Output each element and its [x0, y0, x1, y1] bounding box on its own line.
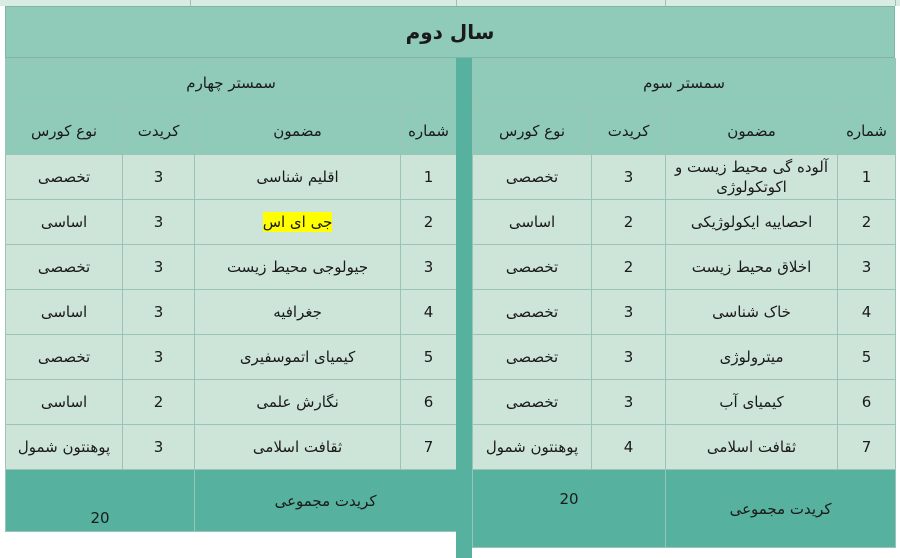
row-credit: 3 [592, 155, 666, 200]
table-row [6, 155, 457, 200]
row-credit: 4 [592, 425, 666, 470]
row-credit: 3 [123, 200, 195, 245]
row-number: 1 [401, 155, 457, 200]
row-number: 6 [401, 380, 457, 425]
row-course-type: اساسی [6, 290, 123, 335]
row-subject: کیمیای اتموسفیری [195, 335, 401, 380]
row-number: 7 [401, 425, 457, 470]
total-credit-label: کریدت مجموعی [666, 470, 896, 548]
row-subject: احصاییه ایکولوژیکی [666, 200, 838, 245]
row-credit: 2 [592, 200, 666, 245]
row-number: 5 [838, 335, 896, 380]
row-subject: کیمیای آب [666, 380, 838, 425]
column-gap [456, 58, 472, 558]
row-credit: 3 [592, 290, 666, 335]
row-subject: میترولوژی [666, 335, 838, 380]
total-credit-value: 20 [473, 470, 666, 548]
table-row [473, 425, 896, 470]
row-number: 4 [401, 290, 457, 335]
table-row [473, 245, 896, 290]
row-course-type: اساسی [6, 200, 123, 245]
row-subject: جیولوجی محیط زیست [195, 245, 401, 290]
header-credit: کریدت [123, 107, 195, 155]
row-credit: 2 [123, 380, 195, 425]
row-subject: آلوده گی محیط زیست و اکوتکولوژی [666, 155, 838, 200]
header-number: شماره [401, 107, 457, 155]
table-row [473, 290, 896, 335]
row-credit: 2 [592, 245, 666, 290]
header-subject: مضمون [666, 107, 838, 155]
row-subject: خاک شناسی [666, 290, 838, 335]
year-title: سال دوم [5, 6, 895, 58]
table-row [473, 155, 896, 200]
row-credit: 3 [123, 335, 195, 380]
row-credit: 3 [123, 155, 195, 200]
row-number: 6 [838, 380, 896, 425]
table-row [473, 335, 896, 380]
table-row [6, 425, 457, 470]
row-subject: ثقافت اسلامی [195, 425, 401, 470]
row-course-type: تخصصی [473, 155, 592, 200]
row-course-type: اساسی [6, 380, 123, 425]
row-course-type: پوهنتون شمول [6, 425, 123, 470]
semester-table-fourth [5, 58, 457, 532]
header-number: شماره [838, 107, 896, 155]
row-number: 3 [838, 245, 896, 290]
row-number: 3 [401, 245, 457, 290]
row-number: 1 [838, 155, 896, 200]
semester-table-third [472, 58, 896, 548]
header-subject: مضمون [195, 107, 401, 155]
row-course-type: تخصصی [473, 245, 592, 290]
row-credit: 3 [123, 290, 195, 335]
row-number: 2 [838, 200, 896, 245]
header-course-type: نوع کورس [473, 107, 592, 155]
row-course-type: تخصصی [473, 335, 592, 380]
row-credit: 3 [592, 380, 666, 425]
row-course-type: تخصصی [473, 290, 592, 335]
row-course-type: اساسی [473, 200, 592, 245]
header-credit: کریدت [592, 107, 666, 155]
row-subject: اخلاق محیط زیست [666, 245, 838, 290]
row-number: 7 [838, 425, 896, 470]
row-course-type: تخصصی [6, 155, 123, 200]
semester-title: سمستر سوم [473, 59, 896, 107]
table-row [473, 200, 896, 245]
row-number: 5 [401, 335, 457, 380]
row-course-type: تخصصی [6, 335, 123, 380]
highlighted-subject: جی ای اس [262, 213, 333, 231]
row-credit: 3 [123, 425, 195, 470]
row-subject: اقلیم شناسی [195, 155, 401, 200]
table-row [6, 290, 457, 335]
semester-title: سمستر چهارم [6, 59, 457, 107]
row-course-type: پوهنتون شمول [473, 425, 592, 470]
total-credit-label: کریدت مجموعی [195, 470, 457, 532]
row-credit: 3 [592, 335, 666, 380]
row-credit: 3 [123, 245, 195, 290]
row-subject: جغرافیه [195, 290, 401, 335]
header-course-type: نوع کورس [6, 107, 123, 155]
row-subject [195, 200, 401, 245]
total-credit-value: 20 [6, 470, 195, 532]
row-course-type: تخصصی [473, 380, 592, 425]
table-row [6, 245, 457, 290]
table-row [6, 200, 457, 245]
table-row [6, 380, 457, 425]
row-course-type: تخصصی [6, 245, 123, 290]
table-row [473, 380, 896, 425]
row-subject: ثقافت اسلامی [666, 425, 838, 470]
row-number: 4 [838, 290, 896, 335]
row-subject: نگارش علمی [195, 380, 401, 425]
table-row [6, 335, 457, 380]
row-number: 2 [401, 200, 457, 245]
